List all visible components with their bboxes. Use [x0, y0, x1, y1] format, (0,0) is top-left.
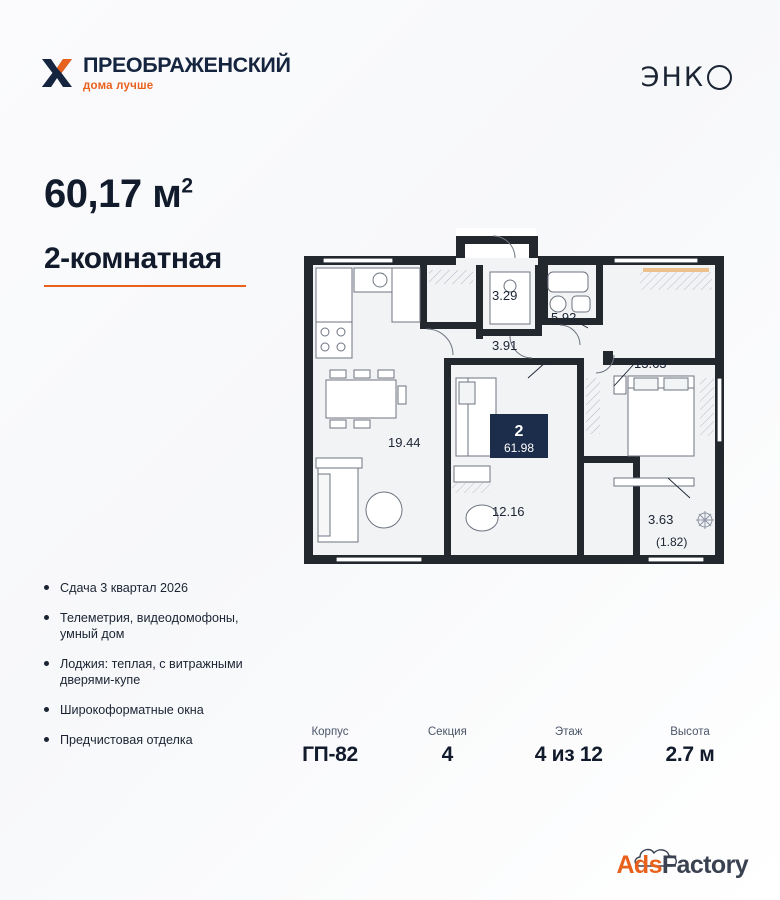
spec-label: Этаж — [554, 726, 583, 738]
spec-value: 2.7 м — [665, 743, 715, 766]
apartment-area-unit-sup: 2 — [181, 174, 193, 198]
room-area-bedroom-second: 12.16 — [492, 504, 525, 519]
list-item — [44, 580, 259, 597]
feature-text: Предчистовая отделка — [60, 732, 193, 747]
developer-logo-char-3: К — [683, 62, 704, 93]
plan-room-badge — [490, 414, 548, 458]
spec-label: Секция — [427, 726, 467, 738]
spec-value: 4 из 12 — [534, 743, 603, 766]
watermark-factory: Factory — [661, 851, 748, 879]
developer-logo-char-1: Э — [640, 62, 661, 93]
room-area-bedroom-main: 13.63 — [634, 356, 667, 371]
spec-value: 4 — [441, 743, 454, 766]
list-item — [44, 732, 259, 749]
floor-plan-drawing — [296, 228, 740, 578]
logo-mark-icon — [40, 56, 74, 90]
apartment-area — [44, 172, 193, 217]
room-area-loggia: 3.63 — [648, 512, 674, 527]
floor-plan-svg — [296, 228, 740, 578]
developer-logo-circle-icon — [707, 65, 732, 90]
watermark-ads: Ads — [616, 851, 662, 879]
badge-total-area: 61.98 — [503, 441, 535, 455]
watermark — [616, 853, 748, 878]
bullet-icon — [44, 585, 49, 590]
room-area-living-kitchen: 19.44 — [388, 435, 421, 450]
specs-row — [300, 726, 720, 767]
spec-building — [300, 726, 360, 767]
spec-label: Высота — [670, 726, 710, 738]
bullet-icon — [44, 737, 49, 742]
brand-tagline: дома лучше — [83, 79, 154, 92]
spec-label: Корпус — [311, 726, 349, 738]
badge-room-count: 2 — [514, 423, 524, 440]
brand-logo — [40, 55, 291, 92]
room-area-bathroom-wc: 3.29 — [492, 288, 518, 303]
feature-text: Лоджия: теплая, с витражными дверями-купе — [60, 656, 243, 688]
bullet-icon — [44, 661, 49, 666]
list-item — [44, 656, 259, 689]
accent-divider — [44, 285, 246, 287]
bullet-icon — [44, 615, 49, 620]
apartment-area-value: 60,17 м — [44, 172, 182, 216]
spec-ceiling-height — [660, 726, 720, 767]
room-area-hallway: 3.91 — [492, 338, 518, 353]
list-item — [44, 702, 259, 719]
list-item — [44, 610, 259, 643]
feature-text: Сдача 3 квартал 2026 — [60, 581, 189, 595]
plan-loggia — [640, 268, 712, 290]
developer-logo-char-2: Н — [661, 62, 683, 93]
feature-text: Телеметрия, видеодомофоны, умный дом — [60, 610, 239, 642]
spec-section — [417, 726, 477, 767]
apartment-rooms: 2-комнатная — [44, 242, 222, 275]
room-area-bathroom: 5.92 — [551, 310, 577, 325]
features-list — [44, 580, 259, 761]
feature-text: Широкоформатные окна — [60, 703, 204, 718]
room-area-loggia-adjusted: (1.82) — [656, 535, 688, 549]
developer-logo — [641, 62, 732, 93]
spec-value: ГП-82 — [302, 743, 358, 766]
spec-floor — [535, 726, 603, 767]
bullet-icon — [44, 707, 49, 712]
brand-name: ПРЕОБРАЖЕНСКИЙ — [83, 53, 291, 77]
